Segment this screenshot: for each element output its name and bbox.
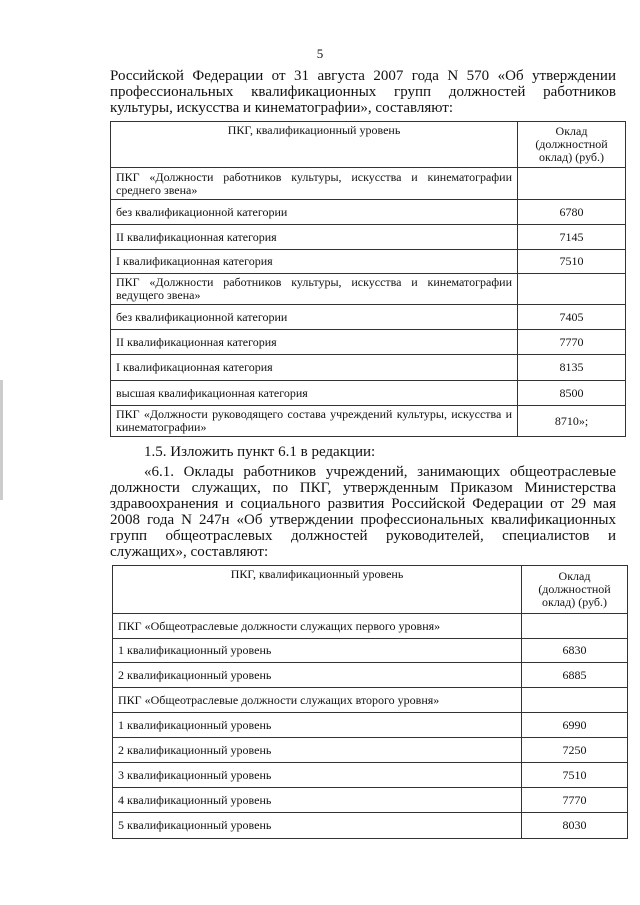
table-row [113, 813, 628, 839]
table-row [111, 200, 626, 225]
table-row [111, 355, 626, 381]
table-header-salary: Оклад (должностной оклад) (руб.) [518, 122, 626, 168]
salary-cell: 7770 [518, 330, 626, 355]
salary-cell: 7510 [522, 763, 628, 788]
table-row [111, 406, 626, 437]
table-row [111, 225, 626, 250]
salary-cell: 6780 [518, 200, 626, 225]
table-header-salary: Оклад (должностной оклад) (руб.) [522, 566, 628, 614]
qualification-cell: высшая квалификационная категория [111, 381, 518, 406]
table-header-pkg: ПКГ, квалификационный уровень [111, 122, 518, 168]
qualification-cell: I квалификационная категория [111, 250, 518, 274]
salary-cell [518, 274, 626, 305]
table-row [113, 738, 628, 763]
qualification-cell: I квалификационная категория [111, 355, 518, 381]
table-row [113, 763, 628, 788]
scan-edge-mark [0, 380, 3, 500]
intro-paragraph: Российской Федерации от 31 августа 2007 года N 570 «Об утверждении профессиональных квалификационных групп должностей работников культуры, искусства и кинематографии», составляют: [110, 68, 616, 116]
salary-cell [518, 168, 626, 200]
table-header-pkg: ПКГ, квалификационный уровень [113, 566, 522, 614]
pkg-group-cell: ПКГ «Должности работников культуры, искусства и кинематографии среднего звена» [111, 168, 518, 200]
table-row [111, 168, 626, 200]
qualification-cell: 2 квалификационный уровень [113, 663, 522, 688]
qualification-cell: 5 квалификационный уровень [113, 813, 522, 839]
pkg-group-cell: ПКГ «Общеотраслевые должности служащих первого уровня» [113, 614, 522, 639]
qualification-cell: 3 квалификационный уровень [113, 763, 522, 788]
table-row [113, 713, 628, 738]
qualification-cell: без квалификационной категории [111, 200, 518, 225]
table-row [111, 250, 626, 274]
salary-cell: 8710»; [518, 406, 626, 437]
salary-cell: 7510 [518, 250, 626, 274]
salary-table-general [112, 565, 628, 839]
salary-cell: 8135 [518, 355, 626, 381]
qualification-cell: II квалификационная категория [111, 225, 518, 250]
qualification-cell: 1 квалификационный уровень [113, 713, 522, 738]
salary-cell: 7250 [522, 738, 628, 763]
table-row [113, 688, 628, 713]
salary-cell: 6990 [522, 713, 628, 738]
table-row [111, 330, 626, 355]
table-row [111, 305, 626, 330]
item-1-5: 1.5. Изложить пункт 6.1 в редакции: [144, 444, 376, 460]
qualification-cell: 2 квалификационный уровень [113, 738, 522, 763]
qualification-cell: II квалификационная категория [111, 330, 518, 355]
pkg-group-cell: ПКГ «Должности работников культуры, искусства и кинематографии ведущего звена» [111, 274, 518, 305]
table-row [111, 381, 626, 406]
pkg-group-cell: ПКГ «Должности руководящего состава учреждений культуры, искусства и кинематографии» [111, 406, 518, 437]
salary-cell [522, 688, 628, 713]
salary-cell [522, 614, 628, 639]
salary-cell: 7145 [518, 225, 626, 250]
table-row [113, 788, 628, 813]
salary-cell: 8500 [518, 381, 626, 406]
qualification-cell: 4 квалификационный уровень [113, 788, 522, 813]
paragraph-6-1: «6.1. Оклады работников учреждений, занимающих общеотраслевые должности служащих, по ПКГ, утвержденным Приказом Министерства здравоохранения и социального развития Российской Федерации от 29 мая 2008 года N 247н «Об утверждении профессиональных квалификационных групп общеотраслевых должностей руководителей, специалистов и служащих», составляют: [110, 464, 616, 560]
pkg-group-cell: ПКГ «Общеотраслевые должности служащих второго уровня» [113, 688, 522, 713]
qualification-cell: без квалификационной категории [111, 305, 518, 330]
table-row [111, 274, 626, 305]
salary-cell: 7405 [518, 305, 626, 330]
salary-cell: 8030 [522, 813, 628, 839]
table-row [113, 614, 628, 639]
salary-table-culture [110, 121, 626, 437]
page-number: 5 [316, 46, 324, 61]
qualification-cell: 1 квалификационный уровень [113, 639, 522, 663]
salary-cell: 6885 [522, 663, 628, 688]
table-row [113, 663, 628, 688]
salary-cell: 7770 [522, 788, 628, 813]
salary-cell: 6830 [522, 639, 628, 663]
table-row [113, 639, 628, 663]
